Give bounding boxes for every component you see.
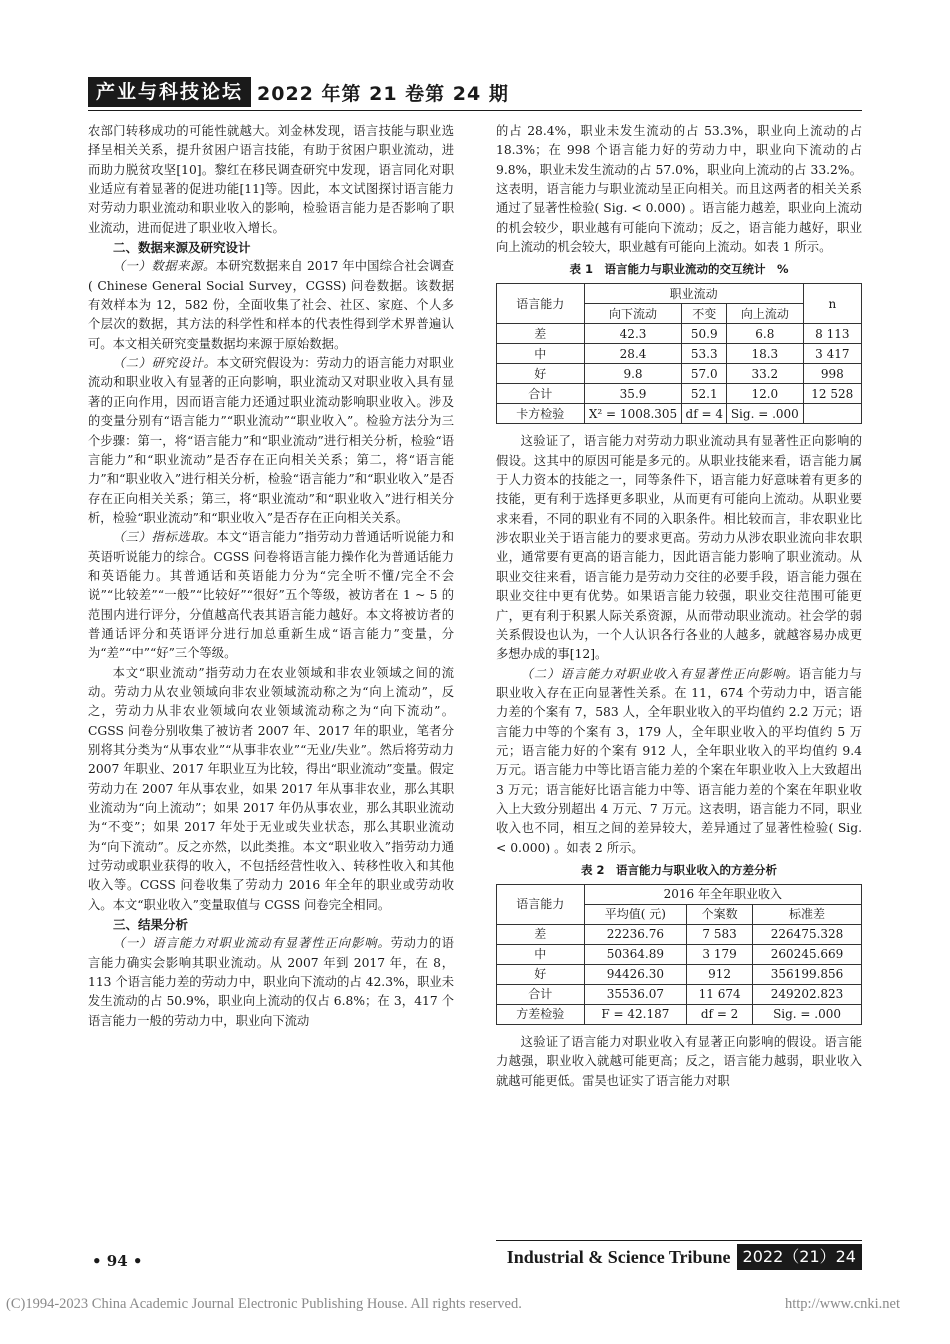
table-cell: 35536.07	[584, 984, 687, 1004]
table-row	[497, 944, 862, 964]
left-column	[88, 122, 454, 1031]
table-cell: 12 528	[803, 384, 861, 404]
table-cell: 57.0	[682, 364, 727, 384]
table-cell: 33.2	[727, 364, 804, 384]
paragraph	[496, 665, 862, 858]
paragraph-text: 劳动力的语言能力确实会影响其职业流动。从 2007 年到 2017 年，在 8，113 个语言能力差的劳动力中，职业向下流动的占 42.3%，职业未发生流动的占 50.9%，职业向上流动的仅占 6.8%；在 3，417 个语言能力一般的劳动力中，职业向下流动	[88, 936, 454, 1028]
copyright-notice: (C)1994-2023 China Academic Journal Electronic Publishing House. All rights reserved.	[6, 1296, 522, 1312]
paragraph-text: 本文“语言能力”指劳动力普通话听说能力和英语听说能力的综合。CGSS 问卷将语言能力操作化为普通话能力和英语能力。其普通话和英语能力分为“完全听不懂/完全不会说”“比较差”“一般”“比较好”“很好”五个等级，被访者在 1 ~ 5 的范围内进行评分，分值越高代表其语言能力越好。本文将被访者的普通话评分和英语评分进行加总重新生成“语言能力”变量，分为“差”“中”“好”三个等级。	[88, 530, 454, 661]
table-header: 语言能力	[497, 884, 585, 924]
table-cell: 249202.823	[753, 984, 862, 1004]
table-cell: 50.9	[682, 324, 727, 344]
table-cell: 方差检验	[497, 1004, 585, 1024]
table-cell: df = 2	[687, 1004, 753, 1024]
table-header: 个案数	[687, 904, 753, 924]
table-cell: 53.3	[682, 344, 727, 364]
table1-caption: 表 1 语言能力与职业流动的交互统计 %	[569, 262, 789, 277]
table-cell: 9.8	[584, 364, 682, 384]
table-cell: X² = 1008.305	[584, 404, 682, 424]
table-cell: 中	[497, 944, 585, 964]
paragraph-text: 语言能力与职业收入存在正向显著性关系。在 11，674 个劳动力中，语言能力差的个案有 7，583 人，全年职业收入的平均值约 2.2 万元；语言能力中等的个案有 3，179 人，全年职业收入的平均值约 5 万元；语言能力好的个案有 912 人，全年职业收入的平均值约 9.4 万元。语言能力中等比语言能力差的个案在年职业收入上大致超出 3 万元；语言能好比语言能力中等、语言能力差的个案在年职业收入上大致分别超出 4 万元、7 万元。这表明，语言能力不同，职业收入也不同，相互之间的差异较大，差异通过了显著性检验( Sig. < 0.000) 。如表 2 所示。	[496, 666, 862, 855]
header-rule	[88, 110, 862, 111]
subsection-lead: （一）数据来源。	[112, 259, 216, 274]
table-header: 不变	[682, 304, 727, 324]
footer-rule	[496, 1240, 862, 1241]
table-cell: 11 674	[687, 984, 753, 1004]
table-cell: 7 583	[687, 924, 753, 944]
table-cell: df = 4	[682, 404, 727, 424]
table-header: n	[803, 284, 861, 324]
paragraph: 的占 28.4%，职业未发生流动的占 53.3%，职业向上流动的占 18.3%；在 998 个语言能力好的劳动力中，职业向下流动的占 9.8%，职业未发生流动的占 57.0%，职业向上流动的占 33.2%。这表明，语言能力与职业流动呈正向相关。而且这两者的相关关系通过了显著性检验( Sig. < 0.000) 。语言能力越差，职业向上流动的机会较少，职业越有可能向下流动；反之，语言能力越好，职业向上流动的机会较大，职业越有可能向上流动。如表 1 所示。	[496, 124, 862, 255]
table-row	[497, 964, 862, 984]
table2-caption: 表 2 语言能力与职业收入的方差分析	[580, 862, 777, 877]
table-cell: 差	[497, 924, 585, 944]
table-header: 标准差	[753, 904, 862, 924]
table-header: 语言能力	[497, 284, 585, 324]
table-cell: 3 179	[687, 944, 753, 964]
issue-info: 2022 年第 21 卷第 24 期	[257, 82, 509, 105]
table-cell: 998	[803, 364, 861, 384]
table-cell: 912	[687, 964, 753, 984]
table-cell: 3 417	[803, 344, 861, 364]
table-cell: 好	[497, 364, 585, 384]
subsection-lead: （一）语言能力对职业流动有显著性正向影响。	[112, 936, 391, 951]
table2	[496, 884, 862, 1025]
right-column	[496, 122, 862, 1091]
table-cell	[803, 404, 861, 424]
page-number: • 94 •	[92, 1252, 143, 1270]
table-cell: 差	[497, 324, 585, 344]
table-cell: 50364.89	[584, 944, 687, 964]
table-row	[497, 364, 862, 384]
table-row	[497, 1004, 862, 1024]
table-row	[497, 344, 862, 364]
paragraph	[88, 934, 454, 1031]
page-header	[88, 77, 509, 107]
section-heading: 二、数据来源及研究设计	[113, 240, 251, 256]
table-cell: 42.3	[584, 324, 682, 344]
table-cell: 356199.856	[753, 964, 862, 984]
table-cell: 35.9	[584, 384, 682, 404]
footer-issue: 2022（21）24	[737, 1244, 862, 1270]
paragraph: 本文“职业流动”指劳动力在农业领域和非农业领域之间的流动。劳动力从农业领域向非农业领域流动称之为“向上流动”，反之，劳动力从非农业领域向农业领域流动称之为“向下流动”。CGSS 问卷分别收集了被访者 2007 年、2017 年的职业，笔者分别将其分类为“从事农业”“从事非农业”“无业/失业”。然后将劳动力 2007 年职业、2017 年职业互为比较，得出“职业流动”变量。假定劳动力在 2007 年从事农业，如果 2017 年从事非农业，那么其职业流动为“向上流动”；如果 2017 年仍从事农业，那么其职业流动为“不变”；如果 2017 年处于无业或失业状态，那么其职业流动为“向下流动”。反之亦然，以此类推。本文“职业收入”指劳动力通过劳动或职业获得的收入，不包括经营性收入、转移性收入和其他收入等。CGSS 问卷收集了劳动力 2016 年全年的职业或劳动收入。本文“职业收入”变量取值与 CGSS 问卷完全相同。	[88, 665, 454, 912]
table-row	[497, 324, 862, 344]
table-header: 向上流动	[727, 304, 804, 324]
paragraph	[88, 354, 454, 528]
journal-name: 产业与科技论坛	[88, 77, 251, 107]
table-cell: 卡方检验	[497, 404, 585, 424]
section-heading: 三、结果分析	[113, 917, 189, 933]
table-cell: 22236.76	[584, 924, 687, 944]
table-row	[497, 384, 862, 404]
table-cell: 中	[497, 344, 585, 364]
table-cell: 12.0	[727, 384, 804, 404]
table-cell: 226475.328	[753, 924, 862, 944]
table-cell: 合计	[497, 984, 585, 1004]
journal-name-en: Industrial & Science Tribune	[506, 1246, 731, 1267]
table-header: 向下流动	[584, 304, 682, 324]
subsection-lead: （二）语言能力对职业收入有显著性正向影响。	[520, 666, 799, 681]
table-cell: Sig. = .000	[727, 404, 804, 424]
paragraph-text: 本研究数据来自 2017 年中国综合社会调查( Chinese General Social Survey，CGSS) 问卷数据。该数据有效样本为 12，582 份，全面收集了社会、社区、家庭、个人多个层次的数据，其方法的科学性和样本的代表性得到学术界普遍认可。本文相关研究变量数据均来源于原始数据。	[88, 259, 454, 351]
cnki-link[interactable]: http://www.cnki.net	[784, 1296, 900, 1312]
table-cell: F = 42.187	[584, 1004, 687, 1024]
table-header: 职业流动	[584, 284, 803, 304]
table-cell: 18.3	[727, 344, 804, 364]
paragraph	[88, 257, 454, 354]
paragraph: 这验证了语言能力对职业收入有显著正向影响的假设。语言能力越强，职业收入就越可能更高；反之，语言能力越弱，职业收入就越可能更低。雷昊也证实了语言能力对职	[496, 1034, 862, 1088]
subsection-lead: （三）指标选取。	[112, 530, 217, 545]
table-header: 平均值( 元)	[584, 904, 687, 924]
table-cell: 6.8	[727, 324, 804, 344]
subsection-lead: （二）研究设计。	[112, 356, 217, 371]
table-cell: 52.1	[682, 384, 727, 404]
table-cell: 8 113	[803, 324, 861, 344]
table-header: 2016 年全年职业收入	[584, 884, 861, 904]
paragraph: 这验证了，语言能力对劳动力职业流动具有显著性正向影响的假设。这其中的原因可能是多元的。从职业技能来看，语言能力属于人力资本的技能之一，同等条件下，语言能力好意味着有更多的技能，更有利于选择更多职业，从而更有可能向上流动。从职业要求来看，不同的职业有不同的入职条件。相比较而言，非农职业比涉农职业关于语言能力的要求更高。劳动力从涉农职业流向非农职业，通常要有更高的语言能力，因此语言能力影响了职业流动。从职业交往来看，语言能力是劳动力交往的必要手段，语言能力强在职业交往中更有优势。如果语言能力较强，职业交往范围可能更广，更有利于积累人际关系资源，从而带动职业流动。社会学的弱关系假设也认为，一个人认识各行各业的人越多，就越容易办成更多想办成的事[12]。	[496, 434, 862, 662]
table-row	[497, 924, 862, 944]
table-cell: 260245.669	[753, 944, 862, 964]
table-cell: 28.4	[584, 344, 682, 364]
table1	[496, 283, 862, 424]
paragraph: 农部门转移成功的可能性就越大。刘金林发现，语言技能与职业选择呈相关关系，提升贫困户语言技能，有助于贫困户职业流动，进而助力脱贫攻坚[10]。黎红在移民调查研究中发现，语言同化对职业适应有着显著的促进功能[11]等。因此，本文试图探讨语言能力对劳动力职业流动和职业收入的影响，检验语言能力是否影响了职业流动，进而促进了职业收入增长。	[88, 124, 454, 235]
paragraph-text: 本文研究假设为：劳动力的语言能力对职业流动和职业收入有显著的正向影响，职业流动又对职业收入具有显著的正向作用，因而语言能力还通过职业流动影响职业收入。涉及的变量分别有“语言能力”“职业流动”“职业收入”。检验方法分为三个步骤：第一，将“语言能力”和“职业流动”进行相关分析，检验“语言能力”和“职业流动”是否存在正向相关关系；第二，将“语言能力”和“职业收入”进行相关分析，检验“语言能力”和“职业收入”是否存在正向相关关系；第三，将“职业流动”和“职业收入”进行相关分析，检验“职业流动”和“职业收入”是否存在正向相关关系。	[88, 356, 454, 525]
table-cell: 好	[497, 964, 585, 984]
table-cell: 合计	[497, 384, 585, 404]
table-row	[497, 404, 862, 424]
footer-brand	[507, 1244, 862, 1270]
table-cell: 94426.30	[584, 964, 687, 984]
paragraph	[88, 528, 454, 663]
table-row	[497, 984, 862, 1004]
table-cell: Sig. = .000	[753, 1004, 862, 1024]
